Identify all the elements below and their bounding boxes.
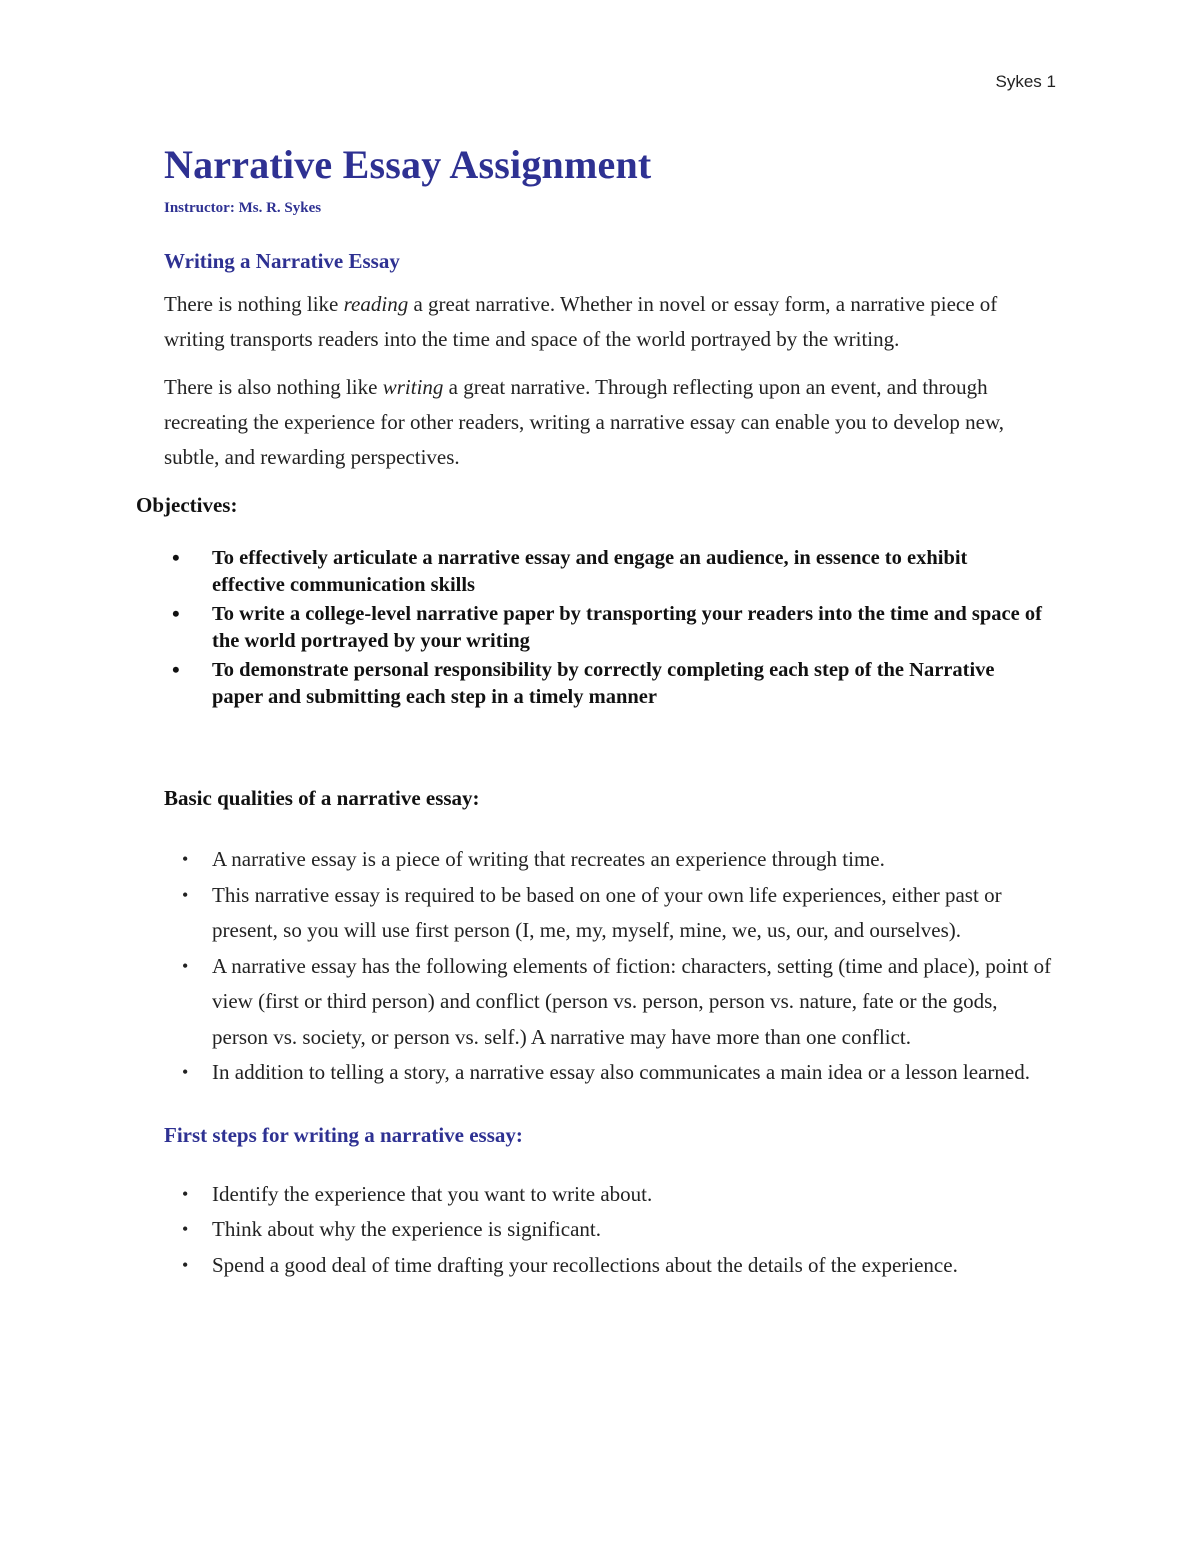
p2-text-after: a great narrative. Through reflecting upon an event, and through recreating the experience for other readers, writing a narrative essay can enable you to develop new, subtle, and rewarding perspectives. [164,375,1004,469]
qualities-heading: Basic qualities of a narrative essay: [164,786,480,810]
objective-item: • To demonstrate personal responsibility by correctly completing each step of the Narrative paper and submitting each step in a timely manner [164,657,1044,710]
p1-text-after: a great narrative. Whether in novel or essay form, a narrative piece of writing transports readers into the time and space of the world portrayed by the writing. [164,292,998,351]
intro-paragraph-2 [164,370,1044,475]
p2-emphasis: writing [382,375,444,399]
instructor-line: Instructor: Ms. R. Sykes [164,200,322,216]
qualities-list [164,842,1054,1091]
step-item: • Identify the experience that you want to write about. [164,1177,1054,1213]
first-steps-list [164,1177,1054,1284]
first-steps-heading: First steps for writing a narrative essay: [164,1122,523,1147]
step-item: • Think about why the experience is significant. [164,1212,1054,1248]
document-title: Narrative Essay Assignment [164,142,652,187]
quality-item: • A narrative essay has the following elements of fiction: characters, setting (time and place), point of view (first or third person) and conflict (person vs. person, person vs. nature, fate or the gods, person vs. society, or person vs. self.) A narrative may have more than one conflict. [164,949,1054,1056]
intro-paragraph-1 [164,287,1044,357]
p2-text-before: There is also nothing like [164,375,383,399]
step-item: • Spend a good deal of time drafting your recollections about the details of the experience. [164,1248,1054,1284]
objective-item: • To effectively articulate a narrative essay and engage an audience, in essence to exhibit effective communication skills [164,545,1044,598]
page-header-label: Sykes 1 [995,72,1056,91]
quality-item: • In addition to telling a story, a narrative essay also communicates a main idea or a lesson learned. [164,1055,1054,1091]
section-heading-writing: Writing a Narrative Essay [164,249,400,273]
objectives-list [164,545,1044,710]
p1-emphasis: reading [343,292,409,316]
p1-text-before: There is nothing like [164,292,344,316]
quality-item: • A narrative essay is a piece of writing that recreates an experience through time. [164,842,1054,878]
objectives-heading: Objectives: [136,493,238,517]
objective-item: • To write a college-level narrative paper by transporting your readers into the time and space of the world portrayed by your writing [164,601,1044,654]
document-body [136,140,1064,1283]
quality-item: • This narrative essay is required to be based on one of your own life experiences, either past or present, so you will use first person (I, me, my, myself, mine, we, us, our, and ourselves). [164,878,1054,949]
